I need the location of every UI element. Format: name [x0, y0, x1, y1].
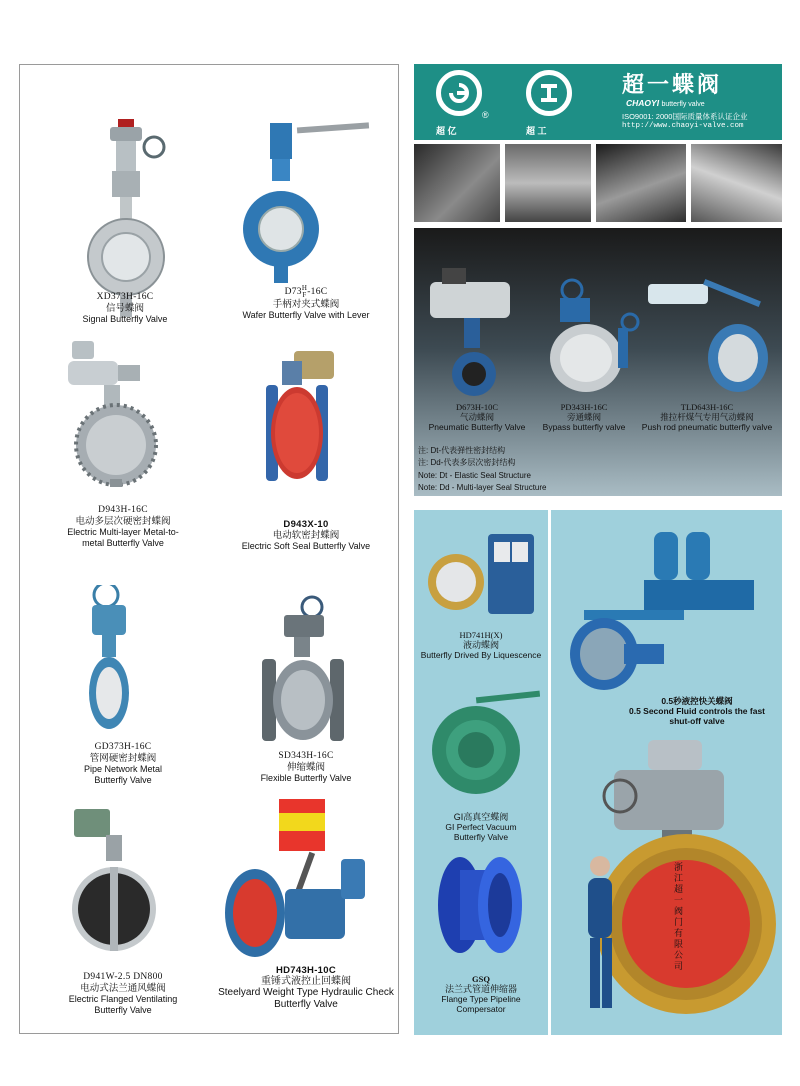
chaogong-logo-icon: [526, 70, 572, 116]
pneumatic-label-2: [532, 402, 636, 432]
product-code: PD343H-16C: [560, 402, 608, 412]
product-name-cn: 电动式法兰通风蝶阀: [80, 983, 166, 994]
product-name-cn: 电动多层次硬密封蝶阀: [75, 516, 171, 527]
pneumatic-label-3: [634, 402, 780, 432]
hydraulic-label-1: [418, 630, 544, 660]
electric-soft-seal-valve-image: [248, 347, 348, 487]
product-name-cn: 管网硬密封蝶阀: [89, 753, 157, 764]
photo-factory-4: [691, 144, 782, 222]
company-vertical-label: 浙江超一阀门有限公司: [674, 862, 684, 971]
column-divider: [548, 510, 551, 1035]
product-code: D673H-10C: [455, 402, 499, 412]
product-code: HD743H-10C: [275, 965, 337, 976]
brand-name-en: CHAOYI butterfly valve: [626, 98, 705, 108]
product-name-en: Electric Soft Seal Butterfly Valve: [241, 541, 371, 551]
product-name-en: Bypass butterfly valve: [542, 422, 626, 432]
product-code: D943H-16C: [98, 505, 148, 515]
product-label-wafer: [216, 285, 396, 321]
pipe-network-valve-image: [72, 585, 162, 730]
product-code: GD373H-16C: [94, 742, 152, 752]
product-name-en: Push rod pneumatic butterfly valve: [641, 422, 773, 432]
push-rod-pneumatic-valve-image: [642, 276, 776, 396]
product-name-cn: 伸缩蝶阀: [286, 762, 325, 773]
product-name-cn: 气动蝶阀: [459, 412, 494, 422]
product-name-en: Butterfly Drived By Liquescence: [420, 650, 542, 660]
photo-factory-1: [414, 144, 500, 222]
flange-compensator-image: [430, 850, 530, 960]
hydraulic-valves-section: [414, 510, 782, 1035]
product-label-pipe-network: [48, 742, 198, 786]
product-name-cn: 重锤式液控止回蝶阀: [261, 976, 351, 987]
product-label-electric-soft-seal: [216, 519, 396, 552]
pneumatic-butterfly-valve-image: [422, 258, 522, 398]
product-code: D73 H F -16C: [284, 284, 328, 299]
chaoyi-logo-icon: [436, 70, 482, 116]
flexible-butterfly-valve-image: [252, 595, 362, 745]
product-code: SD343H-16C: [278, 751, 334, 761]
gi-vacuum-valve-image: [426, 686, 540, 796]
brand-name-cn: 超一蝶阀: [622, 72, 723, 97]
product-name-en: Steelyard Weight Type Hydraulic Check Butterfly Valve: [218, 987, 394, 1010]
product-name-cn: 0.5秒液控快关蝶阀: [661, 696, 733, 706]
product-name-en: Electric Flanged Ventilating Butterfly Valve: [68, 994, 178, 1015]
product-name-en: GI Perfect Vacuum Butterfly Valve: [445, 822, 517, 842]
hydraulic-label-2: [620, 696, 774, 726]
product-name-en: Flexible Butterfly Valve: [260, 773, 352, 783]
registered-mark: ®: [482, 110, 489, 120]
note-dt-cn: 注: Dt-代表弹性密封结构: [418, 446, 506, 455]
wafer-butterfly-valve-image: [242, 117, 372, 287]
note-dd-en: Note: Dd - Multi-layer Seal Structure: [418, 483, 547, 492]
fast-shutoff-valve-image: [564, 524, 774, 694]
product-name-en: Pipe Network Metal Butterfly Valve: [83, 764, 163, 785]
steelyard-hydraulic-check-valve-image: [225, 795, 375, 965]
hydraulic-label-4: [418, 974, 544, 1014]
product-code: GSQ: [472, 974, 490, 984]
product-name-en: Flange Type Pipeline Compersator: [441, 994, 521, 1014]
product-code: HD741H(X): [459, 630, 503, 640]
product-name-cn: 信号蝶阀: [105, 303, 144, 314]
brand-banner: [414, 64, 782, 140]
bypass-butterfly-valve-image: [542, 278, 642, 398]
iso-certification: ISO9001: 2000国际质量体系认证企业: [622, 112, 748, 121]
electric-multilayer-valve-image: [64, 337, 174, 487]
product-name-cn: 旁通蝶阀: [566, 412, 601, 422]
product-name-en: Pneumatic Butterfly Valve: [428, 422, 526, 432]
product-label-signal: [50, 292, 200, 325]
product-name-cn: 液动蝶阀: [462, 640, 499, 650]
product-name-cn: 法兰式管道伸缩器: [444, 984, 517, 994]
product-code: D943X-10: [283, 519, 329, 530]
product-label-electric-multilayer: [48, 505, 198, 549]
photo-factory-2: [505, 144, 591, 222]
website-url: http://www.chaoyi-valve.com: [622, 122, 744, 130]
electric-flanged-ventilating-valve-image: [68, 805, 168, 955]
product-name-en: Electric Multi-layer Metal-to-metal Butterfly Valve: [67, 527, 179, 548]
product-code: TLD643H-16C: [680, 402, 734, 412]
product-name-cn: 推拉杆煤气专用气动蝶阀: [660, 412, 754, 422]
logo2-caption: 超 工: [526, 126, 547, 136]
logo1-caption: 超 亿: [436, 126, 457, 136]
product-label-flexible: [216, 751, 396, 784]
product-label-electric-flanged: [48, 972, 198, 1016]
product-name-en: 0.5 Second Fluid controls the fast shut-off valve: [628, 706, 766, 726]
pneumatic-label-1: [418, 402, 536, 432]
photo-factory-3: [596, 144, 686, 222]
product-code: XD373H-16C: [96, 292, 154, 302]
product-name-en: Wafer Butterfly Valve with Lever: [242, 310, 370, 320]
hydraulic-label-3: [418, 812, 544, 842]
product-name-cn: GI高真空蝶阀: [453, 812, 509, 822]
pneumatic-valves-section: [414, 228, 782, 496]
product-label-steelyard: [216, 965, 396, 1011]
note-dt-en: Note: Dt - Elastic Seal Structure: [418, 471, 531, 480]
product-catalog-panel: [19, 64, 399, 1034]
liquescence-butterfly-valve-image: [426, 524, 540, 624]
note-dd-cn: 注: Dd-代表多层次密封结构: [418, 458, 516, 467]
product-code: D941W-2.5 DN800: [83, 972, 163, 982]
product-name-en: Signal Butterfly Valve: [82, 314, 168, 324]
product-name-cn: 手柄对夹式蝶阀: [272, 299, 340, 310]
product-name-cn: 电动软密封蝶阀: [272, 530, 340, 541]
